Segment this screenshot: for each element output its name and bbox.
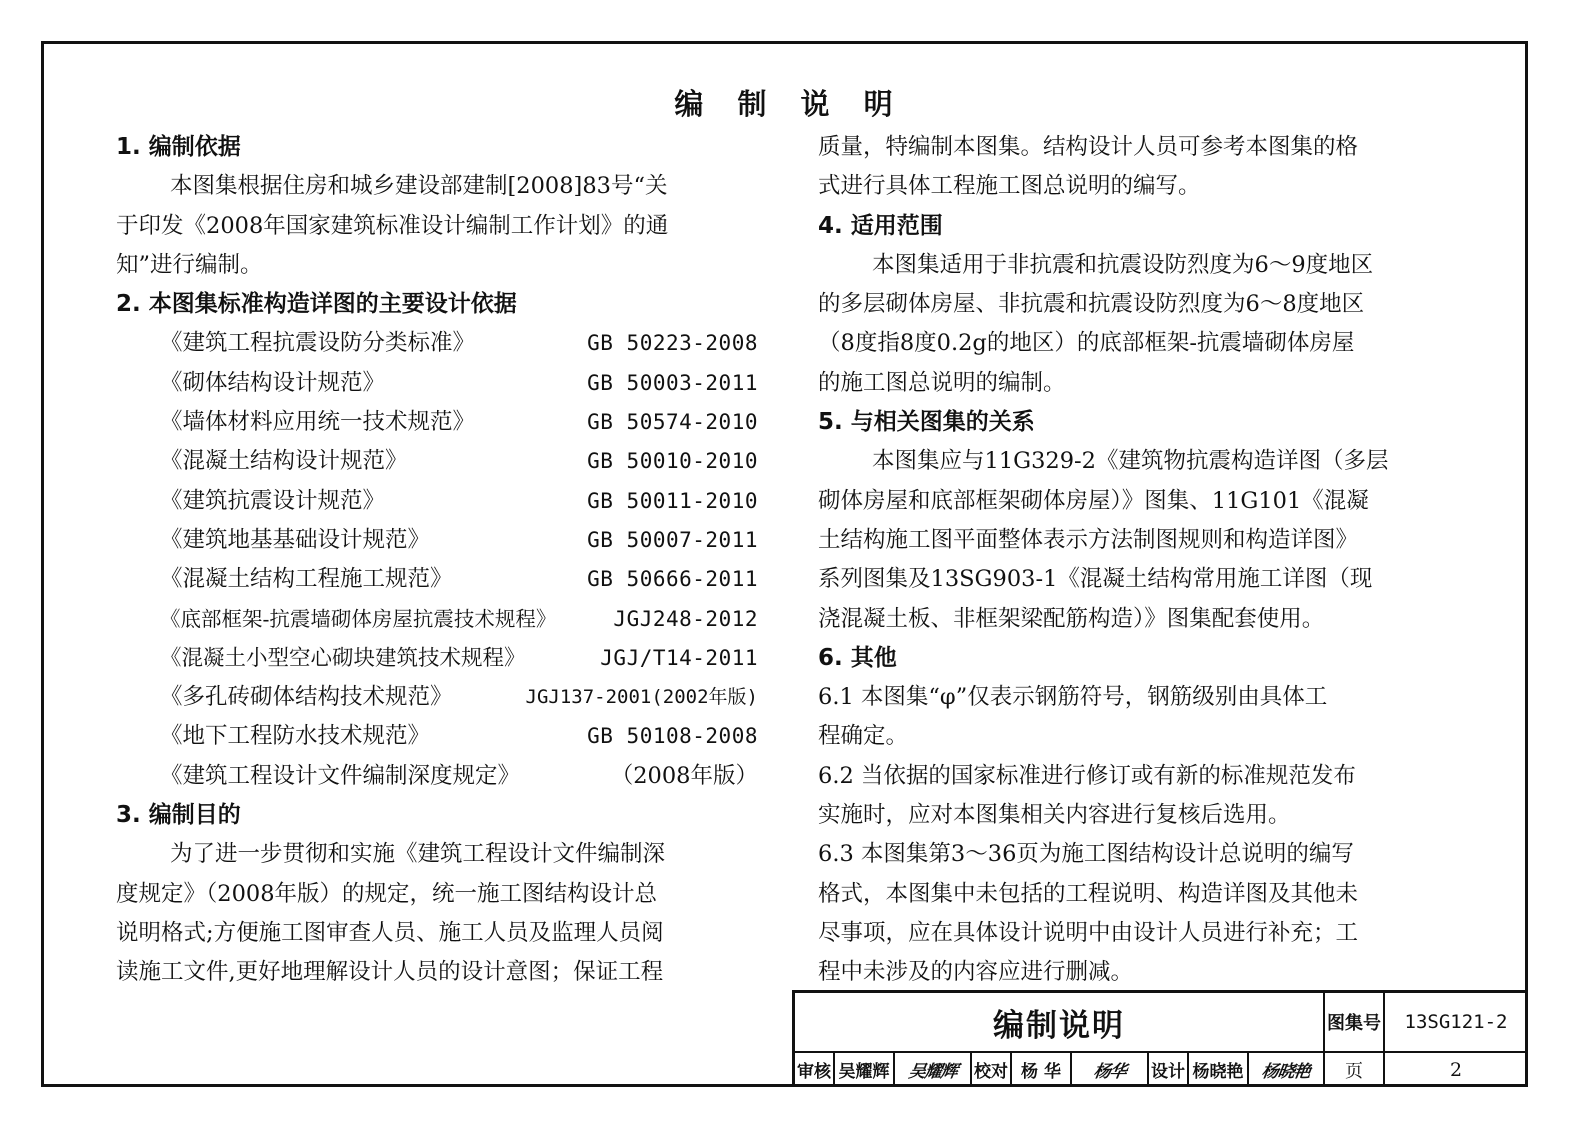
reference-item [116,757,758,796]
section-heading-5: 5. 与相关图集的关系 [818,409,1035,436]
paragraph-line: 读施工文件,更好地理解设计人员的设计意图；保证工程 [116,959,664,986]
page-title: 编 制 说 明 [674,87,905,121]
reference-code: GB 50011-2010 [587,488,758,513]
reference-code: GB 50007-2011 [587,527,758,552]
reference-name: 《墙体材料应用统一技术规范》 [160,409,476,436]
design-name: 杨晓艳 [1189,1053,1249,1086]
atlas-number: 13SG121-2 [1385,993,1527,1053]
page-label: 页 [1325,1053,1385,1086]
paragraph-line: 质量，特编制本图集。结构设计人员可参考本图集的格 [818,134,1359,160]
reference-code: GB 50223-2008 [587,331,758,356]
reference-code: GB 50010-2010 [587,449,758,474]
check-signature-text: 杨华 [1091,1062,1127,1082]
reference-code: （2008年版） [610,762,758,789]
design-label: 设计 [1149,1053,1189,1086]
reference-name: 《混凝土小型空心砌块建筑技术规程》 [160,645,526,671]
drawing-title: 编制说明 [795,993,1325,1053]
reference-item [116,639,758,678]
paragraph-line: （8度指8度0.2g的地区）的底部框架-抗震墙砌体房屋 [818,330,1355,357]
paragraph-line: 的多层砌体房屋、非抗震和抗震设防烈度为6～8度地区 [818,291,1365,318]
paragraph-line: 实施时，应对本图集相关内容进行复核后选用。 [818,802,1291,829]
reference-name: 《砌体结构设计规范》 [160,369,386,396]
right-column [818,128,1454,993]
check-signature [1072,1053,1149,1086]
review-signature [895,1053,972,1086]
reference-name: 《建筑地基基础设计规范》 [160,526,431,553]
reference-item [116,442,758,481]
left-column [116,128,758,993]
paragraph-line: 尽事项，应在具体设计说明中由设计人员进行补充；工 [818,919,1359,946]
paragraph-line: 度规定》（2008年版）的规定，统一施工图结构设计总 [116,880,658,907]
paragraph-line: 格式，本图集中未包括的工程说明、构造详图及其他未 [818,880,1359,907]
section-heading-6: 6. 其他 [818,644,897,671]
reference-code: JGJ248-2012 [613,606,758,631]
reference-item [116,482,758,521]
reference-code: GB 50574-2010 [587,410,758,435]
paragraph-line: 系列图集及13SG903-1《混凝土结构常用施工详图（现 [818,566,1373,593]
check-label: 校对 [972,1053,1012,1086]
paragraph-line: 本图集应与11G329-2《建筑物抗震构造详图（多层 [872,448,1389,475]
reference-item [116,324,758,363]
paragraph-line: 6.1 本图集“φ”仅表示钢筋符号，钢筋级别由具体工 [818,684,1328,711]
reference-code: JGJ137-2001(2002年版) [525,686,758,709]
reference-item [116,717,758,756]
review-label: 审核 [795,1053,835,1086]
review-name: 吴耀辉 [835,1053,895,1086]
section-heading-3: 3. 编制目的 [116,802,241,829]
reference-name: 《建筑抗震设计规范》 [160,487,386,514]
paragraph-line: 的施工图总说明的编制。 [818,369,1066,396]
reference-item [116,678,758,717]
reference-item [116,364,758,403]
section-heading-4: 4. 适用范围 [818,212,943,239]
reference-name: 《混凝土结构设计规范》 [160,448,408,475]
paragraph-line: 程中未涉及的内容应进行删减。 [818,959,1134,986]
reference-code: GB 50666-2011 [587,567,758,592]
paragraph-line: 6.3 本图集第3～36页为施工图结构设计总说明的编写 [818,841,1354,868]
reference-code: GB 50003-2011 [587,370,758,395]
paragraph-line: 土结构施工图平面整体表示方法制图规则和构造详图》 [818,526,1359,553]
reference-item [116,521,758,560]
reference-name: 《地下工程防水技术规范》 [160,723,431,750]
reference-name: 《混凝土结构工程施工规范》 [160,566,453,593]
reference-name: 《多孔砖砌体结构技术规范》 [160,684,453,711]
reference-code: JGJ/T14-2011 [600,645,758,670]
paragraph-line: 本图集适用于非抗震和抗震设防烈度为6～9度地区 [872,251,1374,278]
check-name: 杨 华 [1012,1053,1072,1086]
section-heading-1: 1. 编制依据 [116,134,241,160]
reference-item [116,600,758,639]
reference-name: 《建筑工程抗震设防分类标准》 [160,330,476,357]
paragraph-line: 为了进一步贯彻和实施《建筑工程设计文件编制深 [170,841,666,868]
title-block [792,990,1527,1086]
paragraph-line: 6.2 当依据的国家标准进行修订或有新的标准规范发布 [818,762,1356,789]
reference-name: 《底部框架-抗震墙砌体房屋抗震技术规程》 [160,606,557,631]
reference-item [116,560,758,599]
page-number: 2 [1449,1058,1463,1081]
paragraph-line: 本图集根据住房和城乡建设部建制[2008]83号“关 [170,173,668,200]
reference-name: 《建筑工程设计文件编制深度规定》 [160,762,521,789]
review-signature-text: 吴耀辉 [906,1062,958,1082]
paragraph-line: 砌体房屋和底部框架砌体房屋）》图集、11G101《混凝 [818,487,1369,514]
reference-code: GB 50108-2008 [587,724,758,749]
design-signature [1249,1053,1325,1086]
paragraph-line: 说明格式;方便施工图审查人员、施工人员及监理人员阅 [116,919,664,946]
section-heading-2: 2. 本图集标准构造详图的主要设计依据 [116,291,517,318]
paragraph-line: 于印发《2008年国家建筑标准设计编制工作计划》的通 [116,212,669,239]
paragraph-line: 式进行具体工程施工图总说明的编写。 [818,173,1201,200]
design-signature-text: 杨晓艳 [1260,1062,1312,1082]
paragraph-line: 浇混凝土板、非框架梁配筋构造）》图集配套使用。 [818,605,1325,632]
atlas-number-label: 图集号 [1325,993,1385,1053]
paragraph-line: 知”进行编制。 [116,251,263,278]
reference-item [116,403,758,442]
paragraph-line: 程确定。 [818,723,909,750]
